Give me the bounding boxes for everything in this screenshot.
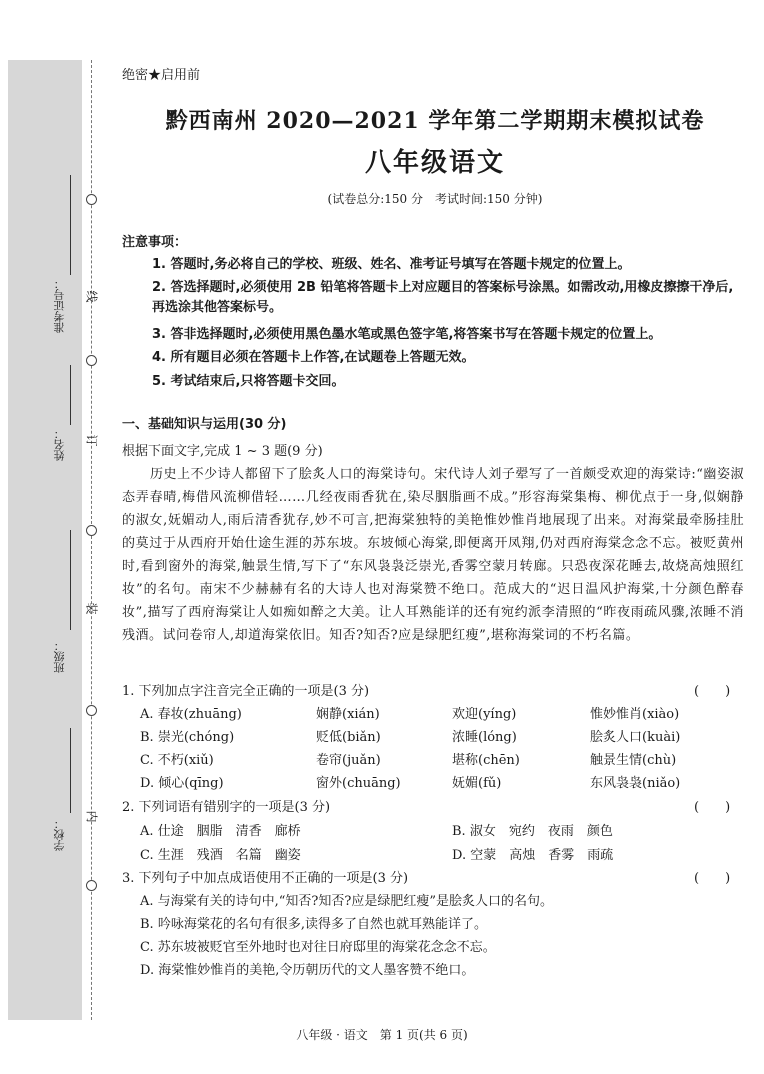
binding-mark-nei: 内 <box>84 810 99 823</box>
notice-item: 4. 所有题目必须在答题卡上作答,在试题卷上答题无效。 <box>152 350 475 365</box>
question-3-stem: 3. 下列句子中加点成语使用不正确的一项是(3 分) <box>122 871 409 886</box>
name-label: 姓名： <box>53 428 66 461</box>
question-3-answer-box: ( ) <box>694 871 731 886</box>
q3-option: C. 苏东坡被贬官至外地时也对往日府邸里的海棠花念念不忘。 <box>140 940 496 955</box>
notice-item: 5. 考试结束后,只将答题卡交回。 <box>152 374 345 389</box>
binding-hole <box>86 194 97 205</box>
q2-option: B. 淑女 宛约 夜雨 颜色 <box>452 824 613 839</box>
name-line <box>70 365 71 425</box>
reading-passage: 历史上不少诗人都留下了脍炙人口的海棠诗句。宋代诗人刘子翚写了一首颇受欢迎的海棠诗:“幽姿淑态弄春晴,梅借风流柳借轻……几经夜雨香犹在,染尽胭脂画不成。”形容海棠集梅、柳优点于一身,似娴静的淑女,妩媚动人,雨后清香犹存,妙不可言,把海棠独特的美艳惟妙惟肖地展现了出来。对海棠最牵肠挂肚的莫过于从西府开始仕途生涯的苏东坡。东坡倾心海棠,即便离开凤翔,仍对西府海棠念念不忘。被贬黄州时,看到窗外的海棠,触景生情,写下了“东风袅袅泛崇光,香雾空蒙月转廊。只恐夜深花睡去,故烧高烛照红妆”的名句。南宋不少赫赫有名的大诗人也对海棠赞不绝口。范成大的“迟日温风护海棠,十分颜色醉春妆”,描写了西府海棠让人如痴如醉之大美。让人耳熟能详的还有宛约派李清照的“昨夜雨疏风骤,浓睡不消残酒。试问卷帘人,却道海棠依旧。知否?知否?应是绿肥红瘦”,堪称海棠词的不朽名篇。 <box>122 467 744 643</box>
q2-option: D. 空蒙 高烛 香雾 雨疏 <box>452 848 614 863</box>
secret-label: 绝密★启用前 <box>122 68 201 83</box>
exam-title: 黔西南州 2020—2021 学年第二学期期末模拟试卷 <box>165 108 705 134</box>
school-label: 学校： <box>53 818 66 851</box>
q1-option: 娴静(xián) <box>316 707 380 722</box>
binding-mark-ding: 订 <box>84 434 99 447</box>
page-footer: 八年级 · 语文 第 1 页(共 6 页) <box>296 1028 468 1042</box>
q1-option: A. 春妆(zhuāng) <box>140 707 242 722</box>
binding-hole <box>86 525 97 536</box>
q1-option: 触景生情(chù) <box>590 753 677 768</box>
q2-option: A. 仕途 胭脂 清香 廊桥 <box>140 824 301 839</box>
q1-option: 堪称(chēn) <box>452 753 520 768</box>
question-1-stem: 1. 下列加点字注音完全正确的一项是(3 分) <box>122 684 370 699</box>
notice-title: 注意事项： <box>122 235 188 250</box>
q1-option: 欢迎(yíng) <box>452 707 517 722</box>
exam-subtitle: 八年级语文 <box>364 148 505 178</box>
q2-option: C. 生涯 残酒 名篇 幽姿 <box>140 848 301 863</box>
q1-option: 浓睡(lóng) <box>452 730 517 745</box>
q1-option: 惟妙惟肖(xiào) <box>590 707 680 722</box>
exam-number-line <box>70 175 71 275</box>
section-title: 一、基础知识与运用(30 分) <box>122 417 287 432</box>
binding-mark-zhuang: 装 <box>84 602 99 615</box>
q1-option: D. 倾心(qīng) <box>140 776 224 791</box>
question-2-stem: 2. 下列词语有错别字的一项是(3 分) <box>122 800 331 815</box>
notice-item: 2. 答选择题时,必须使用 2B 铅笔将答题卡上对应题目的答案标号涂黑。如需改动,用橡皮擦擦干净后,再选涂其他答案标号。 <box>152 280 734 315</box>
q3-option: D. 海棠惟妙惟肖的美艳,令历朝历代的文人墨客赞不绝口。 <box>140 963 475 978</box>
q1-option: C. 不朽(xiǔ) <box>140 753 214 768</box>
q3-option: A. 与海棠有关的诗句中,“知否?知否?应是绿肥红瘦”是脍炙人口的名句。 <box>140 894 554 909</box>
school-line <box>70 728 71 813</box>
binding-hole <box>86 705 97 716</box>
q1-option: 贬低(biǎn) <box>316 730 381 745</box>
q1-option: 窗外(chuāng) <box>316 776 401 791</box>
notice-item: 1. 答题时,务必将自己的学校、班级、姓名、准考证号填写在答题卡规定的位置上。 <box>152 257 631 272</box>
q1-option: 妩媚(fǔ) <box>452 776 502 791</box>
class-label: 班级： <box>53 640 66 673</box>
question-2-answer-box: ( ) <box>694 800 731 815</box>
binding-hole <box>86 880 97 891</box>
binding-hole <box>86 355 97 366</box>
exam-number-label: 准考证号： <box>53 278 66 333</box>
q1-option: 东风袅袅(niǎo) <box>590 776 681 791</box>
q1-option: B. 崇光(chóng) <box>140 730 235 745</box>
q1-option: 脍炙人口(kuài) <box>590 730 681 745</box>
exam-meta: (试卷总分:150 分 考试时间:150 分钟) <box>327 192 543 206</box>
q1-option: 卷帘(juǎn) <box>316 753 381 768</box>
q3-option: B. 吟咏海棠花的名句有很多,读得多了自然也就耳熟能详了。 <box>140 917 487 932</box>
question-1-answer-box: ( ) <box>694 684 731 699</box>
notice-item: 3. 答非选择题时,必须使用黑色墨水笔或黑色签字笔,将答案书写在答题卡规定的位置上。 <box>152 327 662 342</box>
binding-mark-xian: 线 <box>84 290 99 303</box>
section-lead: 根据下面文字,完成 1 ~ 3 题(9 分) <box>122 444 323 459</box>
class-line <box>70 530 71 630</box>
